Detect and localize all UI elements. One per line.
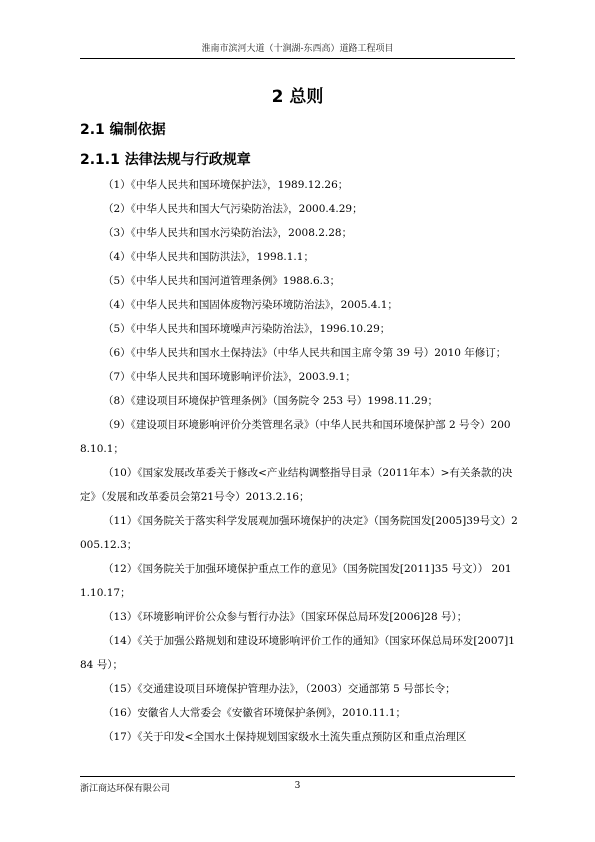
list-item: （7）《中华人民共和国环境影响评价法》，2003.9.1； [103, 371, 356, 383]
footer-company: 浙江商达环保有限公司 [80, 784, 171, 794]
list-item: （6）《中华人民共和国水土保持法》（中华人民共和国主席令第 39 号）2010 年修订； [103, 347, 507, 359]
page-number: 3 [294, 781, 301, 791]
chapter-title: 2 总则 [271, 87, 324, 107]
list-item: （4）《中华人民共和国固体废物污染环境防治法》，2005.4.1； [103, 299, 398, 311]
list-item: （5）《中华人民共和国环境噪声污染防治法》，1996.10.29； [103, 323, 391, 335]
list-item: （15）《交通建设项目环境保护管理办法》，（2003）交通部第 5 号部长令； [103, 683, 456, 695]
regulation-list [80, 173, 520, 749]
subsection-heading: 2.1.1 法律法规与行政规章 [80, 152, 251, 168]
list-item: （13）《环境影响评价公众参与暂行办法》（国家环保总局环发[2006]28 号）； [103, 611, 468, 623]
list-item: （17）《关于印发<全国水土保持规划国家级水土流失重点预防区和重点治理区 [103, 731, 467, 743]
list-item: （4）《中华人民共和国防洪法》，1998.1.1； [103, 251, 314, 263]
section-heading: 2.1 编制依据 [80, 122, 166, 138]
list-item: （10）《国家发展改革委关于修改<产业结构调整指导目录（2011年本）>有关条款的决定》（发展和改革委员会第21号令）2013.2.16； [80, 467, 513, 503]
list-item: （12）《国务院关于加强环境保护重点工作的意见》（国务院国发[2011]35 号文）） 2011.10.17； [80, 563, 512, 599]
header-divider [80, 58, 515, 59]
running-header: 淮南市滨河大道（十涧湖-东西高）道路工程项目 [201, 44, 394, 54]
footer-divider [80, 776, 515, 777]
list-item: （8）《建设项目环境保护管理条例》（国务院令 253 号）1998.11.29； [103, 395, 439, 407]
list-item: （14）《关于加强公路规划和建设环境影响评价工作的通知》（国家环保总局环发[2007]184 号）； [80, 635, 515, 671]
list-item: （11）《国务院关于落实科学发展观加强环境保护的决定》（国务院国发[2005]39号文）2005.12.3； [80, 515, 518, 551]
list-item: （9）《建设项目环境影响评价分类管理名录》（中华人民共和国环境保护部 2 号令）2008.10.1； [80, 419, 511, 455]
list-item: （1）《中华人民共和国环境保护法》，1989.12.26； [103, 179, 349, 191]
list-item: （2）《中华人民共和国大气污染防治法》，2000.4.29； [103, 203, 363, 215]
list-item: （5）《中华人民共和国河道管理条例》1988.6.3； [103, 275, 341, 287]
list-item: （3）《中华人民共和国水污染防治法》，2008.2.28； [103, 227, 353, 239]
list-item: （16）安徽省人大常委会《安徽省环境保护条例》，2010.11.1； [103, 707, 407, 719]
